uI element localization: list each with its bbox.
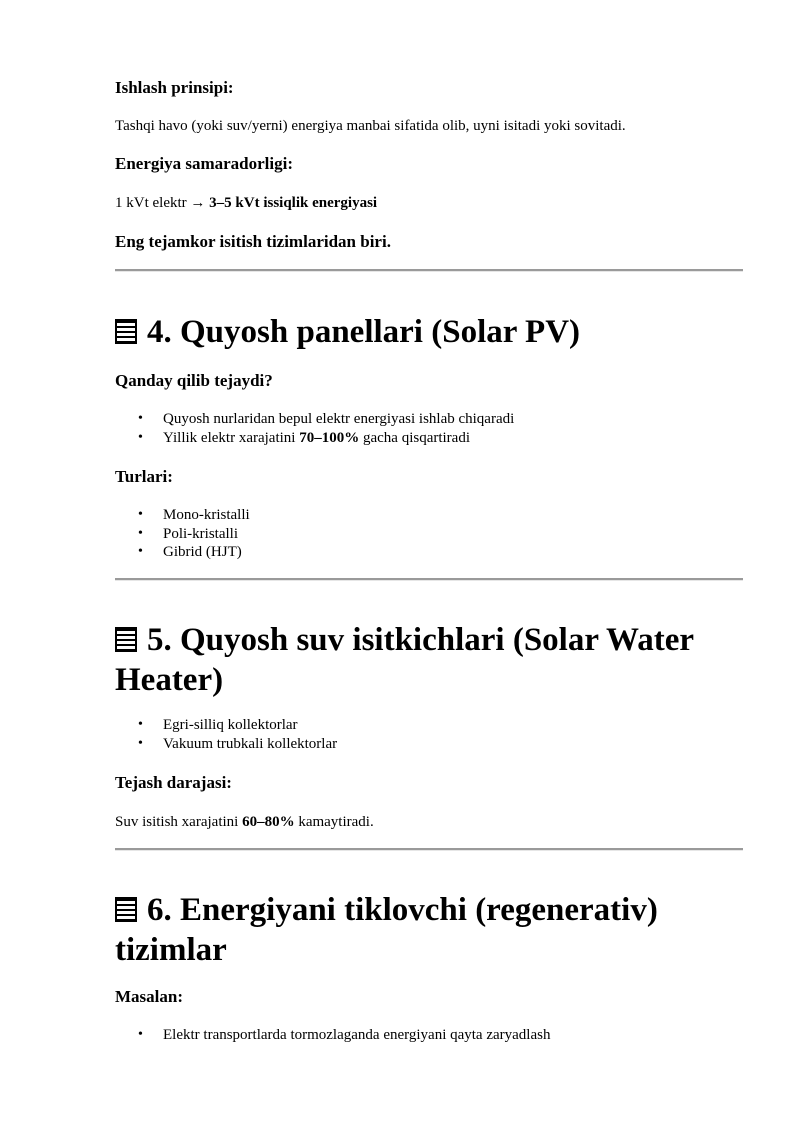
principle-text: Tashqi havo (yoki suv/yerni) energiya manbai sifatida olib, uyni isitadi yoki sovitadi.: [115, 118, 626, 134]
section-heading-regenerative: [115, 890, 743, 970]
list-item-prefix: Yillik elektr xarajatini: [163, 429, 300, 446]
section-heading-text: 5. Quyosh suv isitkichlari (Solar Water Heater): [115, 622, 694, 698]
principle-title: Ishlash prinsipi:: [115, 78, 234, 97]
how-it-saves-list: [115, 410, 514, 447]
document-icon: [115, 897, 137, 922]
efficiency-text: [115, 194, 377, 212]
efficiency-title: Energiya samaradorligi:: [115, 154, 294, 173]
example-title: Masalan:: [115, 987, 183, 1006]
savings-prefix: Suv isitish xarajatini: [115, 814, 243, 830]
heat-pump-conclusion: Eng tejamkor isitish tizimlaridan biri.: [115, 232, 391, 251]
savings-suffix: kamaytiradi.: [294, 814, 374, 830]
solar-water-list: [115, 716, 337, 753]
section-heading-text: 6. Energiyani tiklovchi (regenerativ) tizimlar: [115, 892, 658, 968]
efficiency-prefix: 1 kVt elektr →: [115, 195, 210, 211]
list-item: [115, 429, 514, 448]
divider: [115, 848, 743, 851]
section-heading-text: 4. Quyosh panellari (Solar PV): [147, 314, 581, 350]
types-list: [115, 506, 250, 562]
list-item-value: 70–100%: [299, 429, 360, 446]
list-item: • Quyosh nurlaridan bepul elektr energiyasi ishlab chiqaradi: [115, 410, 514, 429]
divider: [115, 578, 743, 581]
savings-value: 60–80%: [242, 814, 295, 830]
list-item: • Elektr transportlarda tormozlaganda energiyani qayta zaryadlash: [115, 1026, 550, 1045]
example-list: [115, 1026, 550, 1045]
types-title: Turlari:: [115, 467, 173, 486]
section-heading-solar-pv: [115, 312, 743, 352]
section-heading-solar-water: [115, 620, 743, 700]
document-icon: [115, 627, 137, 652]
list-item: • Vakuum trubkali kollektorlar: [115, 735, 337, 754]
list-item: • Poli-kristalli: [115, 525, 250, 544]
list-item: • Gibrid (HJT): [115, 543, 250, 562]
list-item: • Egri-silliq kollektorlar: [115, 716, 337, 735]
list-item-suffix: gacha qisqartiradi: [359, 429, 471, 446]
savings-text: [115, 813, 374, 831]
savings-title: Tejash darajasi:: [115, 773, 232, 792]
efficiency-value: 3–5 kVt issiqlik energiyasi: [209, 195, 378, 211]
list-item: • Mono-kristalli: [115, 506, 250, 525]
how-it-saves-title: Qanday qilib tejaydi?: [115, 371, 273, 390]
document-icon: [115, 319, 137, 344]
divider: [115, 269, 743, 272]
